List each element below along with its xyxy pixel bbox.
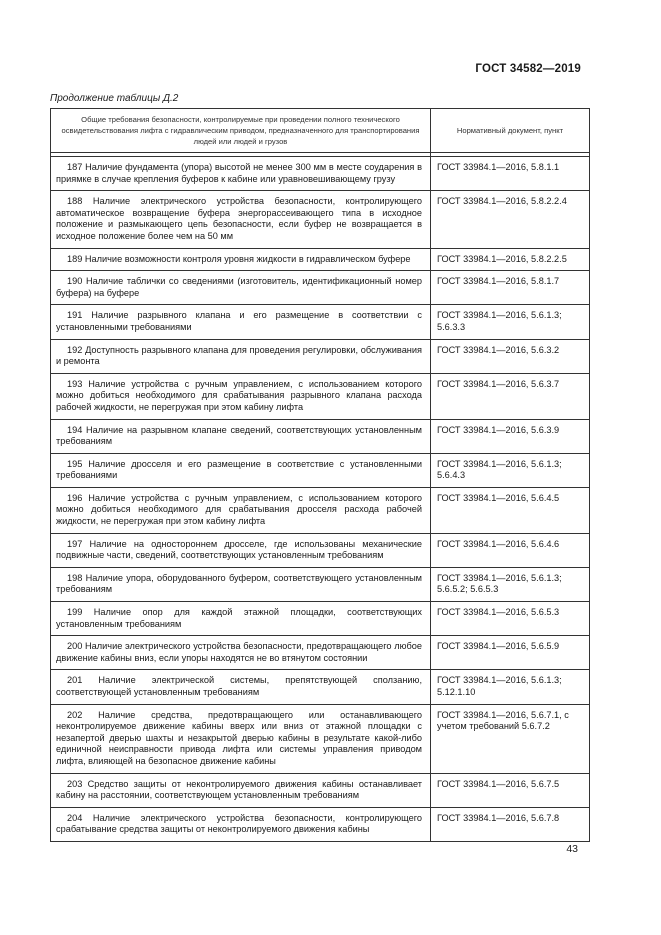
requirement-cell: [51, 670, 431, 704]
requirement-text: Наличие на одностороннем дросселе, где использованы механические подвижные части, сведений, соответствующих установленным требованиям: [56, 538, 422, 561]
requirement-text: Средство защиты от неконтролируемого движения кабины останавливает кабину на расстоянии, соответствующем установленным требованиям: [56, 778, 422, 801]
table-row: [51, 453, 590, 487]
normative-document-cell: ГОСТ 33984.1—2016, 5.6.1.3; 5.6.5.2; 5.6.5.3: [431, 567, 590, 601]
requirement-number: 199: [67, 607, 83, 618]
table-row: [51, 533, 590, 567]
requirement-cell: [51, 807, 431, 841]
normative-document-cell: ГОСТ 33984.1—2016, 5.8.2.2.5: [431, 248, 590, 271]
requirement-text: Наличие устройства с ручным управлением, с использованием которого можно добиться необходимого для срабатывания дросселя расхода рабочей жидкости, не перегружая при этом кабину лифта: [56, 492, 422, 527]
normative-document-cell: ГОСТ 33984.1—2016, 5.6.7.5: [431, 773, 590, 807]
requirement-text: Наличие средства, предотвращающего или останавливающего неконтролируемое движение кабины вверх или вниз от этажной площадки с незапертой дверью шахты и незакрытой дверью кабины в результате какой-либо единичной неисправности привода лифта или системы управления приводом лифта, влияющей на безопасное движение кабины: [56, 709, 422, 766]
table-header-row: [51, 109, 590, 153]
table-body: [51, 157, 590, 842]
document-code: ГОСТ 34582—2019: [475, 63, 581, 75]
table-row: [51, 602, 590, 636]
normative-document-cell: ГОСТ 33984.1—2016, 5.8.1.7: [431, 271, 590, 305]
requirement-text: Наличие дросселя и его размещение в соответствие с установленными требованиями: [56, 458, 422, 481]
table-row: [51, 191, 590, 248]
requirement-cell: [51, 305, 431, 339]
normative-document-cell: ГОСТ 33984.1—2016, 5.6.4.5: [431, 487, 590, 533]
normative-document-cell: ГОСТ 33984.1—2016, 5.6.7.1, с учетом требований 5.6.7.2: [431, 704, 590, 773]
requirement-cell: [51, 533, 431, 567]
requirement-number: 195: [67, 458, 83, 469]
requirement-number: 204: [67, 812, 83, 823]
normative-document-cell: ГОСТ 33984.1—2016, 5.6.1.3; 5.6.3.3: [431, 305, 590, 339]
requirement-text: Наличие электрической системы, препятствующей сползанию, соответствующей установленным требованиям: [56, 675, 422, 697]
requirement-cell: [51, 636, 431, 670]
requirement-text: Наличие электрического устройства безопасности, предотвращающего любое движение кабины вниз, если упоры находятся не во втянутом состоянии: [56, 641, 422, 663]
requirement-cell: [51, 191, 431, 248]
requirement-text: Наличие возможности контроля уровня жидкости в гидравлическом буфере: [84, 253, 411, 264]
table-row: [51, 373, 590, 419]
requirement-text: Доступность разрывного клапана для проведения регулировки, обслуживания и ремонта: [56, 344, 422, 367]
table-row: [51, 305, 590, 339]
requirement-number: 197: [67, 538, 83, 549]
table-row: [51, 339, 590, 373]
normative-document-cell: ГОСТ 33984.1—2016, 5.6.4.6: [431, 533, 590, 567]
table-row: [51, 487, 590, 533]
requirement-text: Наличие электрического устройства безопасности, контролирующего автоматическое возвращение буфера энергорассеивающего типа в исходное положение и размыкающего цепь безопасности, если буфер не возвращается в исходное положение более чем на 50 мм: [56, 196, 422, 241]
normative-document-cell: ГОСТ 33984.1—2016, 5.6.3.7: [431, 373, 590, 419]
requirement-cell: [51, 567, 431, 601]
table-row: [51, 636, 590, 670]
page-number: 43: [566, 843, 578, 855]
requirement-text: Наличие опор для каждой этажной площадки, соответствующих установленным требованиям: [56, 607, 422, 629]
requirement-cell: [51, 704, 431, 773]
normative-document-cell: ГОСТ 33984.1—2016, 5.6.3.9: [431, 419, 590, 453]
requirement-text: Наличие на разрывном клапане сведений, соответствующих установленным требованиям: [56, 424, 422, 447]
table-row: [51, 248, 590, 271]
normative-document-cell: ГОСТ 33984.1—2016, 5.8.2.2.4: [431, 191, 590, 248]
normative-document-cell: ГОСТ 33984.1—2016, 5.6.7.8: [431, 807, 590, 841]
requirement-text: Наличие упора, оборудованного буфером, соответствующего установленным требованиям: [56, 572, 422, 595]
table-row: [51, 670, 590, 704]
requirement-number: 190: [67, 276, 83, 287]
normative-document-cell: ГОСТ 33984.1—2016, 5.6.3.2: [431, 339, 590, 373]
requirement-text: Наличие разрывного клапана и его размещение в соответствии с установленными требованиями: [56, 310, 422, 332]
table-row: [51, 567, 590, 601]
requirement-number: 187: [67, 162, 83, 172]
requirement-number: 203: [67, 778, 83, 789]
requirement-cell: [51, 271, 431, 305]
table-row: [51, 419, 590, 453]
requirement-number: 193: [67, 378, 83, 389]
requirement-number: 191: [67, 310, 83, 321]
requirement-cell: [51, 339, 431, 373]
requirement-number: 194: [67, 424, 83, 435]
requirement-cell: [51, 602, 431, 636]
table-row: [51, 704, 590, 773]
normative-document-cell: ГОСТ 33984.1—2016, 5.6.5.9: [431, 636, 590, 670]
requirement-number: 202: [67, 709, 83, 720]
table-row: [51, 157, 590, 191]
requirement-cell: [51, 487, 431, 533]
requirement-text: Наличие фундамента (упора) высотой не менее 300 мм в месте соударения в приямке в случае крепления буферов к кабине или уравновешивающему грузу: [56, 162, 422, 184]
requirement-text: Наличие электрического устройства безопасности, контролирующего срабатывание средства защиты от неконтролируемого движения кабины: [56, 812, 422, 835]
normative-document-cell: ГОСТ 33984.1—2016, 5.6.1.3; 5.6.4.3: [431, 453, 590, 487]
requirement-cell: [51, 773, 431, 807]
requirement-cell: [51, 419, 431, 453]
requirement-number: 196: [67, 492, 83, 503]
requirement-text: Наличие таблички со сведениями (изготовитель, идентификационный номер буфера) на буфере: [56, 276, 422, 298]
requirement-number: 200: [67, 641, 83, 652]
requirement-number: 201: [67, 675, 83, 686]
table-row: [51, 807, 590, 841]
requirement-text: Наличие устройства с ручным управлением, с использованием которого можно добиться необходимого для срабатывания разрывного клапана расхода рабочей жидкости, не перегружая при этом кабину лифта: [56, 378, 422, 412]
requirement-cell: [51, 157, 431, 191]
normative-document-cell: ГОСТ 33984.1—2016, 5.8.1.1: [431, 157, 590, 191]
column-header-requirements: Общие требования безопасности, контролируемые при проведении полного технического освидетельствования лифта с гидравлическим приводом, предназначенного для транспортирования людей или людей и грузов: [51, 109, 431, 153]
normative-document-cell: ГОСТ 33984.1—2016, 5.6.5.3: [431, 602, 590, 636]
requirement-cell: [51, 248, 431, 271]
requirement-number: 189: [67, 253, 83, 264]
table-row: [51, 773, 590, 807]
normative-document-cell: ГОСТ 33984.1—2016, 5.6.1.3; 5.12.1.10: [431, 670, 590, 704]
table-continuation-caption: Продолжение таблицы Д.2: [50, 93, 179, 104]
requirement-cell: [51, 453, 431, 487]
requirement-number: 192: [67, 344, 83, 355]
column-header-document: Нормативный документ, пункт: [431, 109, 590, 153]
requirement-cell: [51, 373, 431, 419]
table-row: [51, 271, 590, 305]
requirement-number: 198: [67, 572, 83, 583]
requirements-table: [50, 108, 590, 842]
requirement-number: 188: [67, 196, 83, 207]
